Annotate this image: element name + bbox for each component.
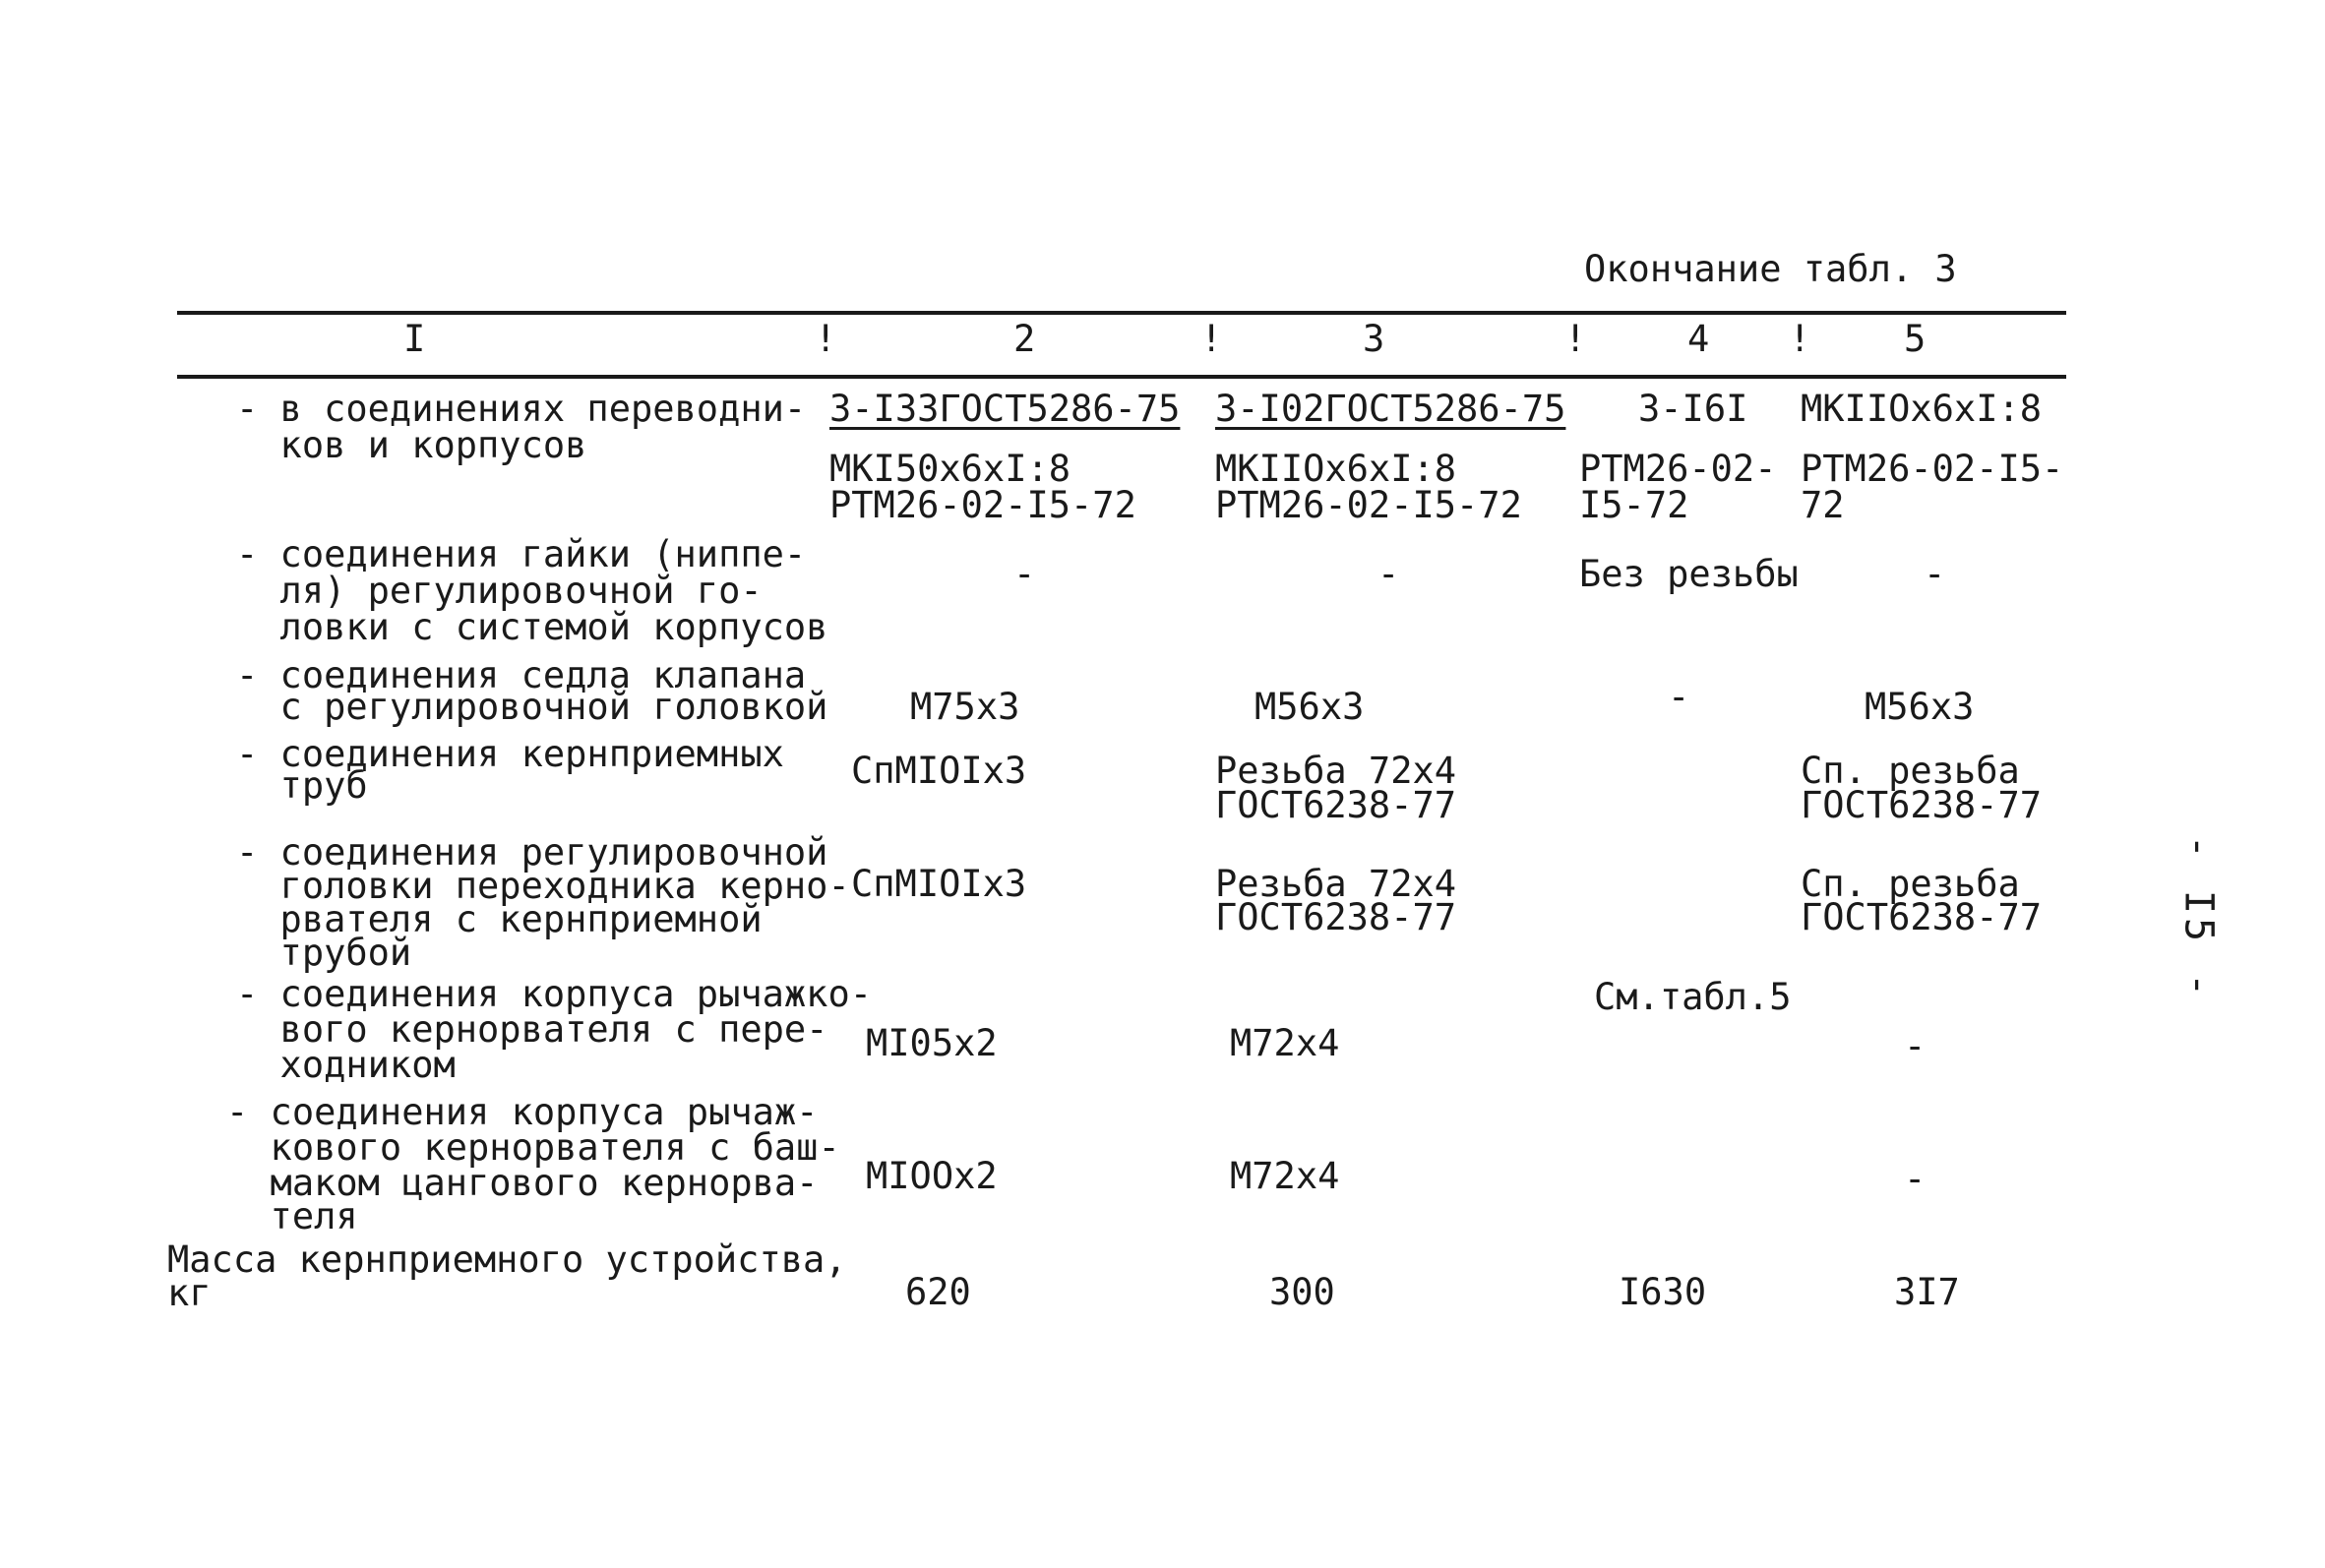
cell-col-5: Сп. резьба (1801, 863, 2020, 905)
row-label-line: - соединения корпуса рычаж- (226, 1091, 819, 1133)
cell-col-3: М56х3 (1254, 686, 1365, 728)
row-label-line: теля (226, 1195, 358, 1237)
row-label-line: ков и корпусов (236, 424, 587, 466)
cell-col-2: 3-I33ГОСТ5286-75 (829, 388, 1181, 430)
row-label-line: кового кернорвателя с баш- (226, 1126, 840, 1169)
row-label-line: - соединения гайки (ниппе- (236, 533, 807, 575)
cell-col-4: Без резьбы (1579, 553, 1799, 595)
header-col-2: 2 (1013, 318, 1036, 360)
row-label-line: головки переходника керно- (236, 865, 850, 907)
row-label-line: рвателя с кернприемной (236, 898, 763, 940)
row-label-line: кг (167, 1272, 212, 1314)
row-label-line: труб (236, 764, 368, 807)
cell-col-5: 72 (1801, 484, 1845, 526)
cell-col-3: М72х4 (1230, 1022, 1340, 1064)
cell-col-5: - (1904, 1025, 1927, 1067)
row-label-line: ходником (236, 1044, 456, 1086)
cell-col-3: ГОСТ6238-77 (1215, 896, 1457, 938)
cell-col-5: Сп. резьба (1801, 750, 2020, 792)
cell-col-5: М56х3 (1865, 686, 1975, 728)
cell-col-4: - (1668, 676, 1690, 718)
cell-col-5: РТМ26-02-I5- (1801, 448, 2064, 490)
cell-col-4: 3-I6I (1638, 388, 1748, 430)
row-label-line: - соединения регулировочной (236, 831, 828, 874)
header-col-1: I (403, 318, 426, 360)
cell-col-5: МКIIОх6хI:8 (1801, 388, 2043, 430)
row-label-line: ля) регулировочной го- (236, 570, 763, 612)
table-header-rule (177, 375, 2066, 379)
row-label-line: ловки с системой корпусов (236, 606, 828, 648)
table-top-rule (177, 311, 2066, 315)
row-label-line: Масса кернприемного устройства, (167, 1238, 847, 1281)
row-label-line: маком цангового кернорва- (226, 1162, 819, 1204)
cell-col-5: - (1924, 553, 1946, 595)
cell-col-4: РТМ26-02- (1579, 448, 1777, 490)
row-label-line: - соединения седла клапана (236, 654, 807, 696)
cell-col-3: ГОСТ6238-77 (1215, 784, 1457, 826)
row-label-line: - соединения кернприемных (236, 733, 784, 775)
row-label-line: с регулировочной головкой (236, 686, 828, 728)
cell-col-2: 620 (905, 1271, 971, 1313)
cell-col-3: МКIIОх6хI:8 (1215, 448, 1457, 490)
row-label-line: - в соединениях переводни- (236, 388, 807, 430)
cell-col-5: ГОСТ6238-77 (1801, 784, 2043, 826)
cell-col-3: 3-I02ГОСТ5286-75 (1215, 388, 1566, 430)
cell-col-3: - (1377, 553, 1400, 595)
cell-col-3: РТМ26-02-I5-72 (1215, 484, 1522, 526)
cell-col-2: РТМ26-02-I5-72 (829, 484, 1136, 526)
cell-col-5: - (1904, 1158, 1927, 1200)
header-separator: ! (1789, 318, 1811, 360)
cell-col-2: МКI50х6хI:8 (829, 448, 1071, 490)
cell-col-2: СпМIOIх3 (851, 863, 1027, 905)
cell-col-4: I630 (1619, 1271, 1707, 1313)
row-label-line: - соединения корпуса рычажко- (236, 973, 873, 1015)
page-number: - I5 - (2175, 834, 2222, 1001)
header-separator: ! (1200, 318, 1223, 360)
cell-col-3: Резьба 72х4 (1215, 750, 1457, 792)
table-caption: Окончание табл. 3 (1584, 248, 1957, 290)
header-separator: ! (1564, 318, 1587, 360)
header-col-5: 5 (1904, 318, 1927, 360)
cell-col-2: М75х3 (910, 686, 1020, 728)
cell-col-2: СпМIOIх3 (851, 750, 1027, 792)
cell-col-2: МIOOх2 (866, 1155, 998, 1197)
cell-col-3: М72х4 (1230, 1155, 1340, 1197)
header-col-4: 4 (1687, 318, 1710, 360)
cell-col-4: I5-72 (1579, 484, 1689, 526)
header-col-3: 3 (1363, 318, 1385, 360)
cell-col-4: См.табл.5 (1594, 976, 1792, 1018)
cell-col-5: 3I7 (1894, 1271, 1960, 1313)
cell-col-3: Резьба 72х4 (1215, 863, 1457, 905)
row-label-line: трубой (236, 932, 412, 974)
cell-col-5: ГОСТ6238-77 (1801, 896, 2043, 938)
cell-col-3: 300 (1269, 1271, 1335, 1313)
header-separator: ! (815, 318, 837, 360)
cell-col-2: МI05х2 (866, 1022, 998, 1064)
row-label-line: вого кернорвателя с пере- (236, 1008, 828, 1051)
cell-col-2: - (1013, 553, 1036, 595)
